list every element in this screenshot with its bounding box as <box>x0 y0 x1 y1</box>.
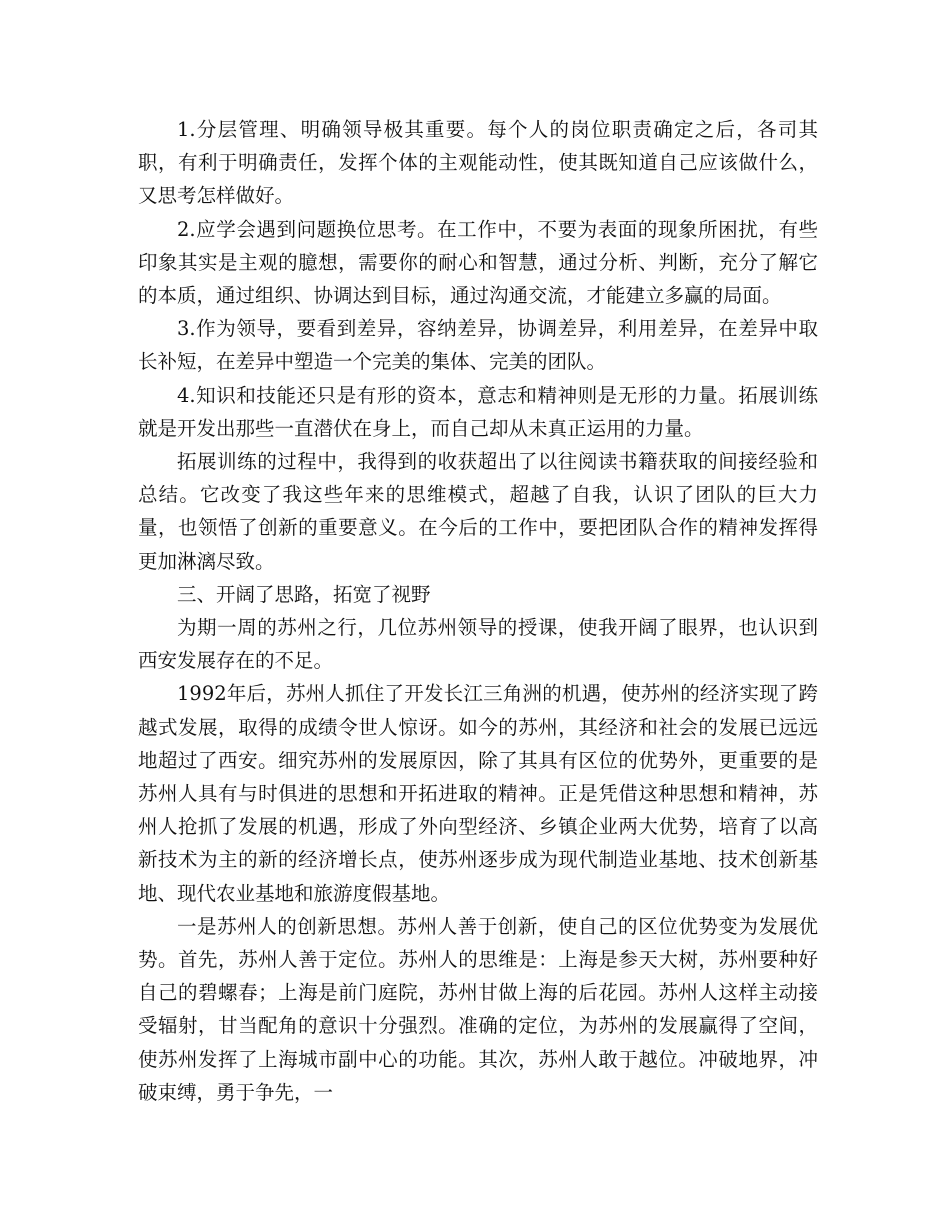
section-heading: 三、开阔了思路，拓宽了视野 <box>177 582 431 606</box>
paragraph-point-1: 1.分层管理、明确领导极其重要。每个人的岗位职责确定之后，各司其职，有利于明确责任，发挥个体的主观能动性，使其既知道自己应该做什么，又思考怎样做好。 <box>138 118 818 208</box>
paragraph-suzhou-development: 1992年后，苏州人抓住了开发长江三角洲的机遇，使苏州的经济实现了跨越式发展，取得的成绩令世人惊讶。如今的苏州，其经济和社会的发展已远远地超过了西安。细究苏州的发展原因，除了其具有区位的优势外，更重要的是苏州人具有与时俱进的思想和开拓进取的精神。正是凭借这种思想和精神，苏州人抢抓了发展的机遇，形成了外向型经济、乡镇企业两大优势，培育了以高新技术为主的新的经济增长点，使苏州逐步成为现代制造业基地、技术创新基地、现代农业基地和旅游度假基地。 <box>138 682 818 905</box>
document-body <box>138 113 818 1109</box>
paragraph-innovation: 一是苏州人的创新思想。苏州人善于创新，使自己的区位优势变为发展优势。首先，苏州人善于定位。苏州人的思维是：上海是参天大树，苏州要种好自己的碧螺春；上海是前门庭院，苏州甘做上海的后花园。苏州人这样主动接受辐射，甘当配角的意识十分强烈。准确的定位，为苏州的发展赢得了空间，使苏州发挥了上海城市副中心的功能。其次，苏州人敢于越位。冲破地界，冲破束缚，勇于争先，一 <box>138 914 818 1104</box>
paragraph-point-3: 3.作为领导，要看到差异，容纳差异，协调差异，利用差异，在差异中取长补短，在差异中塑造一个完美的集体、完美的团队。 <box>138 317 818 374</box>
paragraph-point-2: 2.应学会遇到问题换位思考。在工作中，不要为表面的现象所困扰，有些印象其实是主观的臆想，需要你的耐心和智慧，通过分析、判断，充分了解它的本质，通过组织、协调达到目标，通过沟通交流，才能建立多赢的局面。 <box>138 217 818 308</box>
paragraph-point-4: 4.知识和技能还只是有形的资本，意志和精神则是无形的力量。拓展训练就是开发出那些一直潜伏在身上，而自己却从未真正运用的力量。 <box>138 383 818 440</box>
paragraph-suzhou-trip: 为期一周的苏州之行，几位苏州领导的授课，使我开阔了眼界，也认识到西安发展存在的不足。 <box>138 616 818 673</box>
paragraph-training-summary: 拓展训练的过程中，我得到的收获超出了以往阅读书籍获取的间接经验和总结。它改变了我这些年来的思维模式，超越了自我，认识了团队的巨大力量，也领悟了创新的重要意义。在今后的工作中，要把团队合作的精神发挥得更加淋漓尽致。 <box>138 450 818 573</box>
